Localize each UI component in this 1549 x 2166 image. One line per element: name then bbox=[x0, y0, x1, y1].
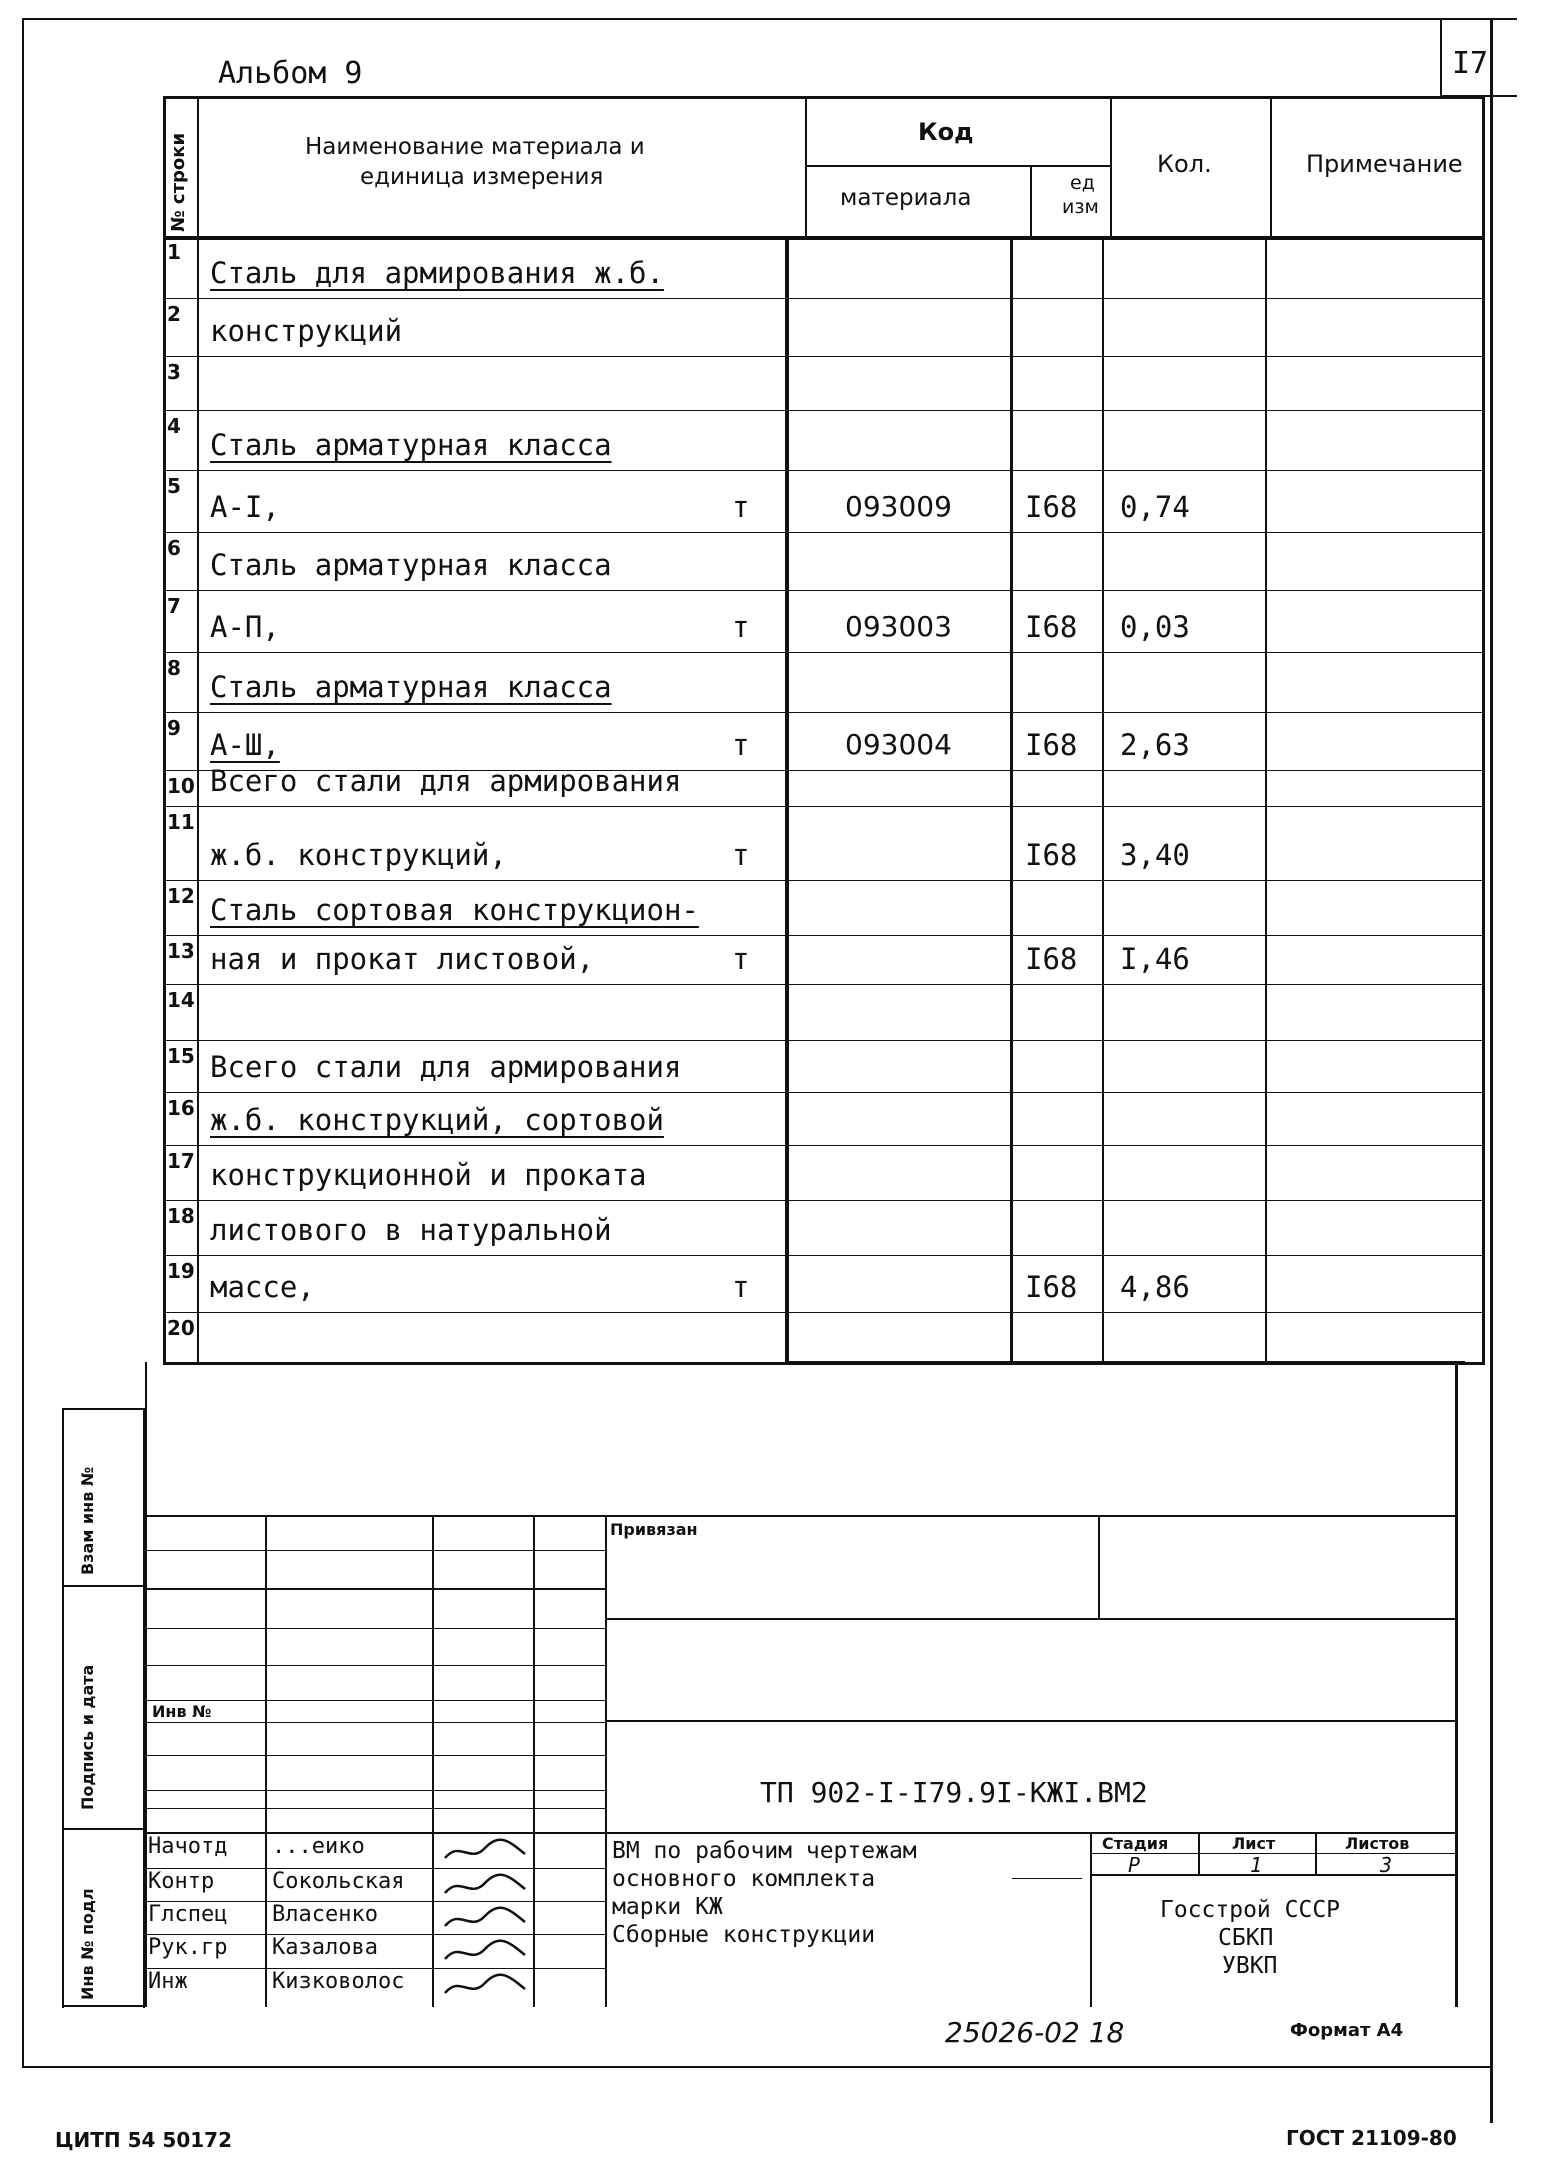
stage-h-2 bbox=[1090, 1874, 1457, 1876]
material-code: 093003 bbox=[845, 610, 952, 643]
signature-scribble bbox=[440, 1937, 530, 1971]
right-code: ГОСТ 21109-80 bbox=[1286, 2126, 1457, 2150]
material-name: А-П, bbox=[210, 610, 280, 644]
left-code: ЦИТП 54 50172 bbox=[55, 2128, 233, 2152]
grid-h-6 bbox=[145, 1722, 605, 1723]
signatory-name: Власенко bbox=[272, 1902, 378, 1927]
header-name-line2: единица измерения bbox=[360, 164, 604, 190]
body-col-line-3 bbox=[1102, 236, 1104, 1365]
stamp-h-4 bbox=[605, 1832, 1457, 1834]
row-separator bbox=[163, 470, 1485, 471]
sheets-label: Листов bbox=[1345, 1834, 1410, 1853]
row-separator bbox=[163, 356, 1485, 357]
grid-h-5 bbox=[145, 1700, 605, 1701]
row-number: 15 bbox=[167, 1044, 195, 1068]
quantity: I,46 bbox=[1120, 942, 1190, 976]
material-name: листового в натуральной bbox=[210, 1213, 612, 1247]
row-number: 2 bbox=[167, 302, 181, 326]
header-note: Примечание bbox=[1306, 150, 1463, 178]
row-separator bbox=[163, 298, 1485, 299]
stage-v-left bbox=[1090, 1832, 1092, 2007]
privyazan-label: Привязан bbox=[610, 1520, 698, 1539]
row-number: 4 bbox=[167, 414, 181, 438]
header-col-line-1 bbox=[805, 96, 807, 236]
header-row-number: № строки bbox=[168, 132, 189, 232]
row-number: 7 bbox=[167, 594, 181, 618]
material-name: Сталь арматурная класса bbox=[210, 428, 612, 462]
material-name: Сталь сортовая конструкцион- bbox=[210, 893, 699, 927]
signature-scribble bbox=[440, 1871, 530, 1905]
row-separator bbox=[163, 410, 1485, 411]
material-name: конструкций bbox=[210, 314, 403, 348]
quantity: 0,74 bbox=[1120, 490, 1190, 524]
table-left bbox=[163, 96, 166, 1362]
header-name-line1: Наименование материала и bbox=[305, 134, 645, 160]
body-col-line-1 bbox=[785, 236, 789, 1365]
stamp-v-privyazan bbox=[1098, 1515, 1100, 1618]
organization-line: СБКП bbox=[1218, 1925, 1274, 1951]
signatory-name: Кизковолос bbox=[272, 1969, 405, 1994]
handwritten-number: 25026-02 18 bbox=[945, 2016, 1125, 2049]
document-title-line: ВМ по рабочим чертежам bbox=[612, 1838, 917, 1864]
stage-h-1 bbox=[1090, 1853, 1457, 1854]
frame-bottom bbox=[22, 2066, 1492, 2068]
material-name: Всего стали для армирования bbox=[210, 764, 682, 798]
body-col-line-0 bbox=[197, 236, 199, 1365]
row-separator bbox=[163, 1040, 1485, 1041]
row-separator bbox=[163, 935, 1485, 936]
row-number: 1 bbox=[167, 240, 181, 264]
side-div-2 bbox=[62, 1828, 145, 1830]
material-name: конструкционной и проката bbox=[210, 1158, 647, 1192]
side-label-inv: Инв № подл bbox=[78, 1888, 97, 2000]
sheets-value: 3 bbox=[1380, 1853, 1393, 1877]
organization-line: УВКП bbox=[1222, 1953, 1278, 1979]
material-name: ная и прокат листовой, bbox=[210, 942, 595, 976]
grid-h-9 bbox=[145, 1808, 605, 1809]
signature-scribble bbox=[440, 1971, 530, 2005]
row-separator bbox=[163, 880, 1485, 881]
row-separator bbox=[163, 590, 1485, 591]
unit-of-measure: т bbox=[732, 1270, 750, 1304]
header-material: материала bbox=[840, 185, 972, 211]
quantity: 4,86 bbox=[1120, 1270, 1190, 1304]
side-label-sign: Подпись и дата bbox=[78, 1664, 97, 1810]
stamp-left bbox=[145, 1362, 147, 2007]
side-label-vzam: Взам инв № bbox=[78, 1466, 97, 1575]
side-div-1 bbox=[62, 1585, 145, 1587]
header-qty: Кол. bbox=[1157, 150, 1212, 178]
document-title-line: марки КЖ bbox=[612, 1894, 723, 1920]
side-strip-top bbox=[62, 1408, 145, 1410]
grid-h-4 bbox=[145, 1665, 605, 1666]
material-name: массе, bbox=[210, 1270, 315, 1304]
document-title-line: Сборные конструкции bbox=[612, 1922, 876, 1948]
header-bottom bbox=[163, 236, 1485, 240]
row-separator bbox=[163, 984, 1485, 985]
material-name: Всего стали для армирования bbox=[210, 1050, 682, 1084]
body-bottom-line bbox=[785, 1361, 1465, 1365]
unit-code: I68 bbox=[1025, 942, 1078, 976]
signatory-role: Инж bbox=[148, 1969, 188, 1994]
header-col-line-3 bbox=[1110, 96, 1112, 236]
row-number: 9 bbox=[167, 716, 181, 740]
document-code: ТП 902-I-I79.9I-КЖI.ВМ2 bbox=[760, 1776, 1148, 1809]
organization-line: Госстрой СССР bbox=[1160, 1897, 1341, 1923]
row-number: 11 bbox=[167, 810, 195, 834]
row-number: 10 bbox=[167, 774, 195, 798]
material-name: ж.б. конструкций, сортовой bbox=[210, 1103, 664, 1137]
grid-h-7 bbox=[145, 1755, 605, 1756]
material-name: ж.б. конструкций, bbox=[210, 838, 507, 872]
frame-right bbox=[1490, 18, 1493, 2123]
stamp-h-1 bbox=[145, 1515, 1457, 1517]
stage-value: Р bbox=[1128, 1853, 1141, 1877]
grid-h-8 bbox=[145, 1790, 605, 1791]
quantity: 2,63 bbox=[1120, 728, 1190, 762]
page-number: I7 bbox=[1452, 46, 1489, 81]
quantity: 3,40 bbox=[1120, 838, 1190, 872]
row-number: 6 bbox=[167, 536, 181, 560]
unit-code: I68 bbox=[1025, 838, 1078, 872]
row-number: 17 bbox=[167, 1149, 195, 1173]
header-col-line-0 bbox=[197, 96, 199, 236]
header-code-split bbox=[805, 165, 1110, 167]
signatory-role: Глспец bbox=[148, 1902, 228, 1927]
row-separator bbox=[163, 1312, 1485, 1313]
side-div-3 bbox=[62, 2005, 145, 2007]
grid-h-3 bbox=[145, 1628, 605, 1629]
stamp-v-main bbox=[605, 1515, 607, 2007]
body-col-line-4 bbox=[1265, 236, 1267, 1365]
stage-label: Стадия bbox=[1102, 1834, 1169, 1853]
page-number-box-left bbox=[1440, 18, 1442, 96]
unit-of-measure: т bbox=[732, 610, 750, 644]
row-number: 8 bbox=[167, 656, 181, 680]
signatory-role: Рук.гр bbox=[148, 1935, 228, 1960]
row-number: 19 bbox=[167, 1259, 195, 1283]
grid-h-2 bbox=[145, 1588, 605, 1590]
signatory-name: Казалова bbox=[272, 1935, 378, 1960]
row-separator bbox=[163, 1092, 1485, 1093]
row-separator bbox=[163, 806, 1485, 807]
row-separator bbox=[163, 1145, 1485, 1146]
format-label: Формат А4 bbox=[1290, 2020, 1404, 2041]
row-separator bbox=[163, 1200, 1485, 1201]
signatory-name: ...еико bbox=[272, 1834, 365, 1859]
unit-code: I68 bbox=[1025, 1270, 1078, 1304]
row-number: 3 bbox=[167, 360, 181, 384]
album-title: Альбом 9 bbox=[218, 56, 363, 91]
inv-no-label: Инв № bbox=[152, 1702, 212, 1721]
signatory-name: Сокольская bbox=[272, 1869, 405, 1894]
table-right bbox=[1482, 96, 1485, 1362]
unit-code: I68 bbox=[1025, 610, 1078, 644]
header-unit-line1: ед bbox=[1070, 172, 1095, 194]
header-code: Код bbox=[918, 118, 974, 146]
row-number: 12 bbox=[167, 884, 195, 908]
sheet-label: Лист bbox=[1232, 1834, 1276, 1853]
row-number: 18 bbox=[167, 1204, 195, 1228]
header-col-line-4 bbox=[1270, 96, 1272, 236]
body-col-line-2 bbox=[1010, 236, 1013, 1365]
frame-left bbox=[22, 18, 24, 2068]
material-code: 093009 bbox=[845, 490, 952, 523]
material-name: Сталь арматурная класса bbox=[210, 548, 612, 582]
material-name: Сталь для армирования ж.б. bbox=[210, 256, 664, 290]
row-separator bbox=[163, 532, 1485, 533]
row-number: 5 bbox=[167, 474, 181, 498]
unit-of-measure: т bbox=[732, 728, 750, 762]
row-number: 13 bbox=[167, 939, 195, 963]
signature-scribble bbox=[440, 1904, 530, 1938]
row-number: 20 bbox=[167, 1316, 195, 1340]
unit-code: I68 bbox=[1025, 490, 1078, 524]
row-number: 16 bbox=[167, 1096, 195, 1120]
signature-scribble bbox=[440, 1836, 530, 1870]
unit-of-measure: т bbox=[732, 942, 750, 976]
stamp-right bbox=[1455, 1362, 1458, 2007]
side-strip-left bbox=[62, 1408, 64, 2008]
unit-of-measure: т bbox=[732, 490, 750, 524]
row-separator bbox=[163, 712, 1485, 713]
material-name: Сталь арматурная класса bbox=[210, 670, 612, 704]
header-col-line-2 bbox=[1030, 165, 1032, 236]
sheet-value: 1 bbox=[1250, 1853, 1263, 1877]
frame-top bbox=[22, 18, 1517, 20]
header-unit-line2: изм bbox=[1062, 196, 1099, 218]
signatory-role: Контр bbox=[148, 1869, 215, 1894]
table-top bbox=[163, 96, 1485, 99]
row-separator bbox=[163, 1255, 1485, 1256]
stamp-h-2 bbox=[605, 1618, 1457, 1620]
signatory-role: Начотд bbox=[148, 1834, 228, 1859]
unit-of-measure: т bbox=[732, 838, 750, 872]
row-number: 14 bbox=[167, 988, 195, 1012]
stamp-h-3 bbox=[605, 1720, 1457, 1722]
grid-h-1 bbox=[145, 1550, 605, 1551]
quantity: 0,03 bbox=[1120, 610, 1190, 644]
material-code: 093004 bbox=[845, 728, 952, 761]
unit-code: I68 bbox=[1025, 728, 1078, 762]
row-separator bbox=[163, 652, 1485, 653]
material-name: А-I, bbox=[210, 490, 280, 524]
title-dash bbox=[1012, 1878, 1082, 1879]
document-title-line: основного комплекта bbox=[612, 1866, 876, 1892]
material-name: А-Ш, bbox=[210, 728, 280, 762]
